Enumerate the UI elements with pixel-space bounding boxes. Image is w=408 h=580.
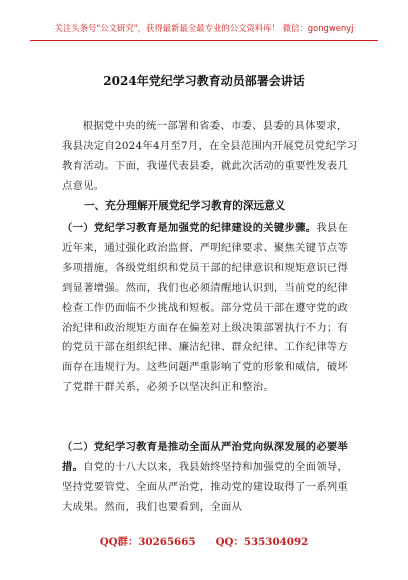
document-title: 2024年党纪学习教育动员部署会讲话: [103, 74, 305, 88]
point-2-text: 自党的十八大以来，我县始终坚持和加强党的全面领导，坚持党要管党、全面从严治党，推动党的建设取得了一系列重大成果。然而，我们也要看到，全面从: [62, 460, 349, 513]
intro-paragraph: 根据党中央的统一部署和省委、市委、县委的具体要求，我县决定自2024年4月至7月，在全县范围内开展党员党纪学习教育活动。下面，我谨代表县委，就此次活动的重要性发表几点意见。: [62, 120, 358, 192]
paragraph-point-1: [62, 219, 358, 398]
point-1-lead: （一）党纪学习教育是加强党的纪律建设的关键步骤。: [62, 222, 317, 234]
point-2-lead: （二）党纪学习教育是推动全面从严治党向纵深发展的必要举措。: [62, 441, 349, 473]
header-divider: [30, 40, 378, 41]
section-heading: 一、充分理解开展党纪学习教育的深远意义: [84, 200, 286, 212]
paragraph-point-2: [62, 438, 358, 518]
footer-qq-group: QQ群：30265665: [99, 536, 196, 548]
footer-qq: QQ：535304092: [215, 536, 309, 548]
footer-contacts: [0, 533, 408, 548]
header-banner: 关注头条号"公文研究"，获得最新最全最专业的公文资料库！ 微信：gongwenyj: [54, 23, 354, 33]
point-1-text: 我县在近年来，通过强化政治监督、严明纪律要求、聚焦关键节点等多项措施，各级党组织和党员干部的纪律意识和规矩意识已得到显著增强。然而，我们也必须清醒地认识到，当前党的纪律检查工作仍面临不少挑战和短板。部分党员干部在遵守党的政治纪律和政治规矩方面存在偏差对上级决策部署执行不力；有的党员干部在组织纪律、廉洁纪律、群众纪律、工作纪律等方面存在违规行为。这些问题严重影响了党的形象和威信，破坏了党群干群关系，必须予以坚决纠正和整治。: [62, 222, 349, 394]
